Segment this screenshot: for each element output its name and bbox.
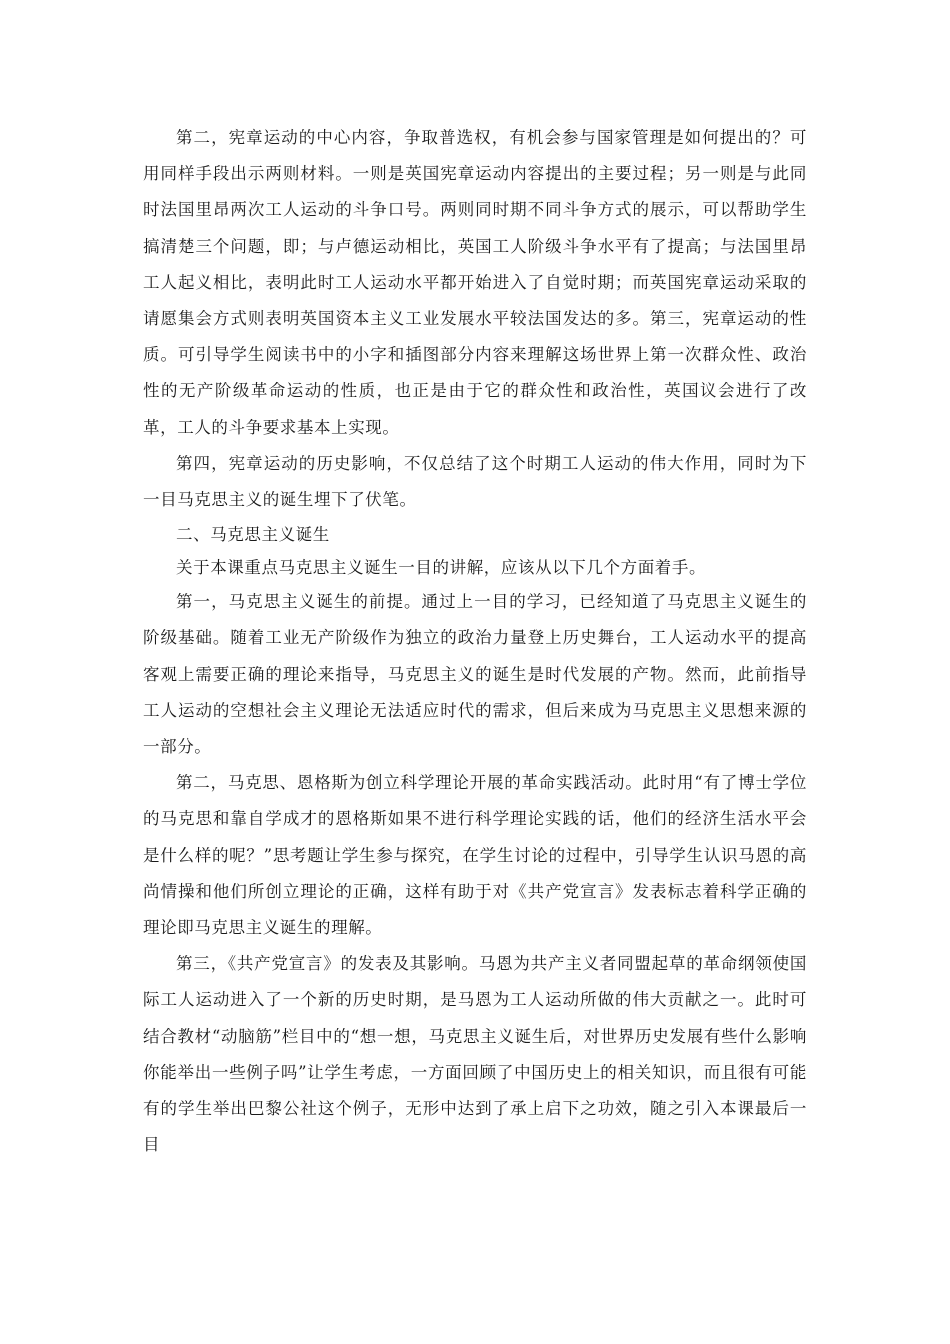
- paragraph-chartist-content: 第二，宪章运动的中心内容，争取普选权，有机会参与国家管理是如何提出的？可用同样手段出示两则材料。一则是英国宪章运动内容提出的主要过程；另一则是与此同时法国里昂两次工人运动的斗争口号。两则同时期不同斗争方式的展示，可以帮助学生搞清楚三个问题，即；与卢德运动相比，英国工人阶级斗争水平有了提高；与法国里昂工人起义相比，表明此时工人运动水平都开始进入了自觉时期；而英国宪章运动采取的请愿集会方式则表明英国资本主义工业发展水平较法国发达的多。第三，宪章运动的性质。可引导学生阅读书中的小字和插图部分内容来理解这场世界上第一次群众性、政治性的无产阶级革命运动的性质，也正是由于它的群众性和政治性，英国议会进行了改革，工人的斗争要求基本上实现。: [143, 128, 807, 437]
- paragraph-marx-engels-practice: 第二，马克思、恩格斯为创立科学理论开展的革命实践活动。此时用“有了博士学位的马克思和靠自学成才的恩格斯如果不进行科学理论实践的话，他们的经济生活水平会是什么样的呢？”思考题让学生参与探究，在学生讨论的过程中，引导学生认识马恩的高尚情操和他们所创立理论的正确，这样有助于对《共产党宣言》发表标志着科学正确的理论即马克思主义诞生的理解。: [143, 773, 807, 938]
- section-heading-marxism-birth: 二、马克思主义诞生: [176, 525, 330, 545]
- paragraph-chartist-impact: 第四，宪章运动的历史影响，不仅总结了这个时期工人运动的伟大作用，同时为下一目马克思主义的诞生埋下了伏笔。: [143, 453, 807, 510]
- paragraph-marxism-premise: 第一，马克思主义诞生的前提。通过上一目的学习，已经知道了马克思主义诞生的阶级基础。随着工业无产阶级作为独立的政治力量登上历史舞台，工人运动水平的提高客观上需要正确的理论来指导，马克思主义的诞生是时代发展的产物。然而，此前指导工人运动的空想社会主义理论无法适应时代的需求，但后来成为马克思主义思想来源的一部分。: [143, 592, 807, 757]
- paragraph-communist-manifesto: 第三，《共产党宣言》的发表及其影响。马恩为共产主义者同盟起草的革命纲领使国际工人运动进入了一个新的历史时期，是马恩为工人运动所做的伟大贡献之一。此时可结合教材“动脑筋”栏目中的“想一想，马克思主义诞生后，对世界历史发展有些什么影响你能举出一些例子吗”让学生考虑，一方面回顾了中国历史上的相关知识，而且很有可能有的学生举出巴黎公社这个例子，无形中达到了承上启下之功效，随之引入本课最后一目: [143, 954, 807, 1155]
- paragraph-intro-marxism: 关于本课重点马克思主义诞生一目的讲解，应该从以下几个方面着手。: [176, 558, 707, 578]
- document-page: [143, 120, 807, 1163]
